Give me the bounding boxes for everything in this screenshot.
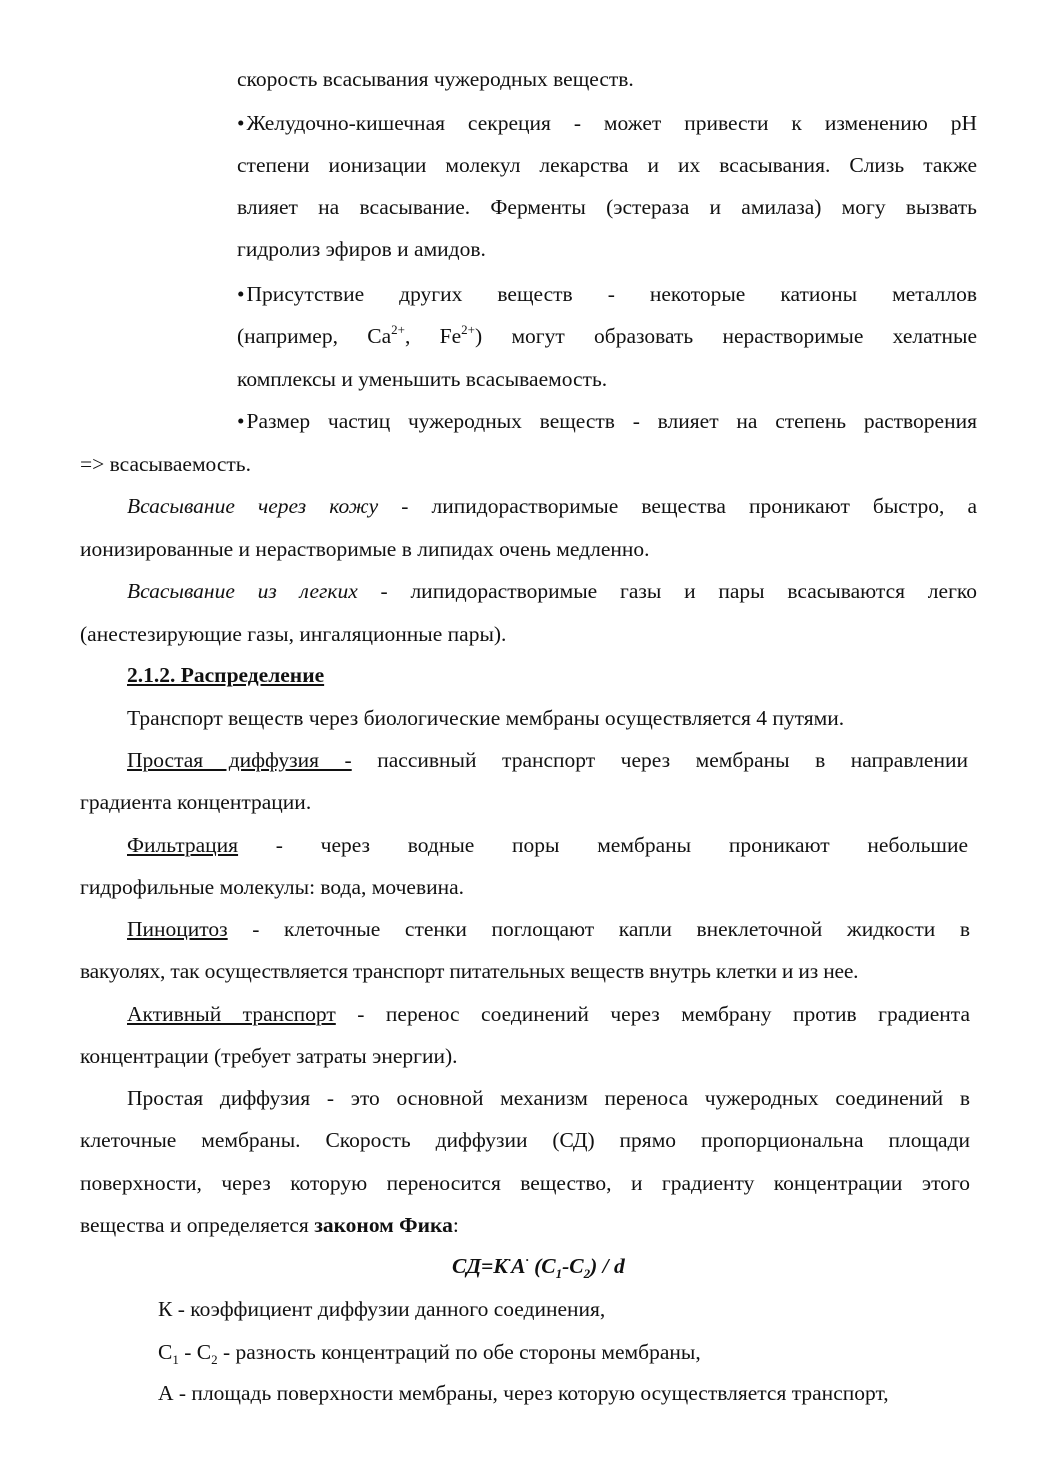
text: градиента концентрации. (80, 790, 312, 814)
text: (С (528, 1254, 556, 1278)
text-line (127, 578, 977, 604)
text-line (237, 66, 634, 92)
text: поверхности, через которую переносится вещество, и градиенту концентрации этого (80, 1171, 970, 1195)
text-line (80, 1043, 458, 1069)
text: клеточные мембраны. Скорость диффузии (СД) прямо пропорциональна площади (80, 1128, 970, 1152)
text-line (127, 832, 968, 858)
text-line (237, 194, 977, 220)
text-line (80, 1170, 970, 1196)
underlined-term: Фильтрация (127, 833, 239, 857)
text: ) могут образовать нерастворимые хелатные (475, 324, 978, 348)
text: ) / d (590, 1254, 625, 1278)
text-line (127, 747, 968, 773)
subscript: 1 (172, 1352, 179, 1367)
subscript: 1 (555, 1266, 563, 1281)
multiplication-dot: · (507, 1252, 512, 1267)
text-line (158, 1380, 889, 1406)
text: -С (562, 1254, 584, 1278)
text-line (237, 236, 486, 262)
text: (например, Ca (237, 324, 392, 348)
text: С (158, 1340, 173, 1364)
text: 2.1.2. Распределение (127, 663, 325, 687)
bullet-item (237, 110, 977, 136)
text: влияет на всасывание. Ферменты (эстераза и амилаза) могу вызвать (237, 195, 977, 219)
bold-term: законом Фика (314, 1213, 453, 1237)
text-line (127, 1001, 970, 1027)
text-line (127, 705, 844, 731)
text: А - площадь поверхности мембраны, через которую осуществляется транспорт, (158, 1381, 889, 1405)
text: пассивный транспорт через мембраны в направлении (351, 748, 968, 772)
text: Транспорт веществ через биологические мембраны осуществляется 4 путями. (127, 706, 845, 730)
bullet-icon: • (237, 111, 245, 135)
text: - липидорастворимые вещества проникают быстро, а (378, 494, 978, 518)
section-heading (127, 662, 324, 688)
text: А (511, 1254, 526, 1278)
text: концентрации (требует затраты энергии). (80, 1044, 458, 1068)
text-line (237, 366, 607, 392)
text: степени ионизации молекул лекарства и их всасывания. Слизь также (237, 153, 977, 177)
underlined-term: Простая диффузия - (127, 748, 352, 772)
underlined-term: Пиноцитоз (127, 917, 228, 941)
text: - перенос соединений через мембрану против градиента (335, 1002, 970, 1026)
text-line (127, 1085, 970, 1111)
superscript: 2+ (461, 322, 475, 337)
text: - липидорастворимые газы и пары всасываются легко (357, 579, 977, 603)
text-line (237, 323, 977, 349)
text: Размер частиц чужеродных веществ - влияет на степень растворения (246, 409, 977, 433)
superscript: 2+ (391, 322, 405, 337)
text: гидролиз эфиров и амидов. (237, 237, 486, 261)
text: скорость всасывания чужеродных веществ. (237, 67, 634, 91)
text: вакуолях, так осуществляется транспорт питательных веществ внутрь клетки и из нее. (80, 959, 859, 983)
text-line (237, 152, 977, 178)
text-line (80, 1127, 970, 1153)
text: Желудочно-кишечная секреция - может привести к изменению pH (246, 111, 977, 135)
text: => всасываемость. (80, 452, 251, 476)
text-line (127, 493, 977, 519)
text: (анестезирующие газы, ингаляционные пары). (80, 622, 507, 646)
fick-formula (452, 1253, 625, 1279)
text: СД=К (452, 1254, 508, 1278)
text-line (80, 874, 464, 900)
text: - через водные поры мембраны проникают небольшие (238, 833, 968, 857)
underlined-term: Активный транспорт (127, 1002, 336, 1026)
bullet-item (237, 408, 977, 434)
bullet-item (237, 281, 977, 307)
text-line (80, 1212, 459, 1238)
text: комплексы и уменьшить всасываемость. (237, 367, 608, 391)
italic-term: Всасывание из легких (127, 579, 358, 603)
text-line (80, 958, 858, 984)
text: - С (178, 1340, 212, 1364)
text-line (127, 916, 970, 942)
text: , Fe (404, 324, 462, 348)
text: ионизированные и нерастворимые в липидах очень медленно. (80, 537, 650, 561)
text: - клеточные стенки поглощают капли внеклеточной жидкости в (227, 917, 970, 941)
subscript: 2 (583, 1266, 591, 1281)
bullet-icon: • (237, 409, 245, 433)
text: Простая диффузия - это основной механизм переноса чужеродных соединений в (127, 1086, 970, 1110)
text-line (80, 536, 650, 562)
text-line (158, 1296, 605, 1322)
multiplication-dot: · (525, 1252, 529, 1267)
bullet-icon: • (237, 282, 245, 306)
text: К - коэффициент диффузии данного соединения, (158, 1297, 606, 1321)
text-line (158, 1339, 701, 1365)
text-line (80, 451, 251, 477)
text: вещества и определяется (80, 1213, 315, 1237)
text: - разность концентраций по обе стороны мембраны, (217, 1340, 701, 1364)
italic-term: Всасывание через кожу (127, 494, 379, 518)
text-line (80, 789, 311, 815)
text: Присутствие других веществ - некоторые катионы металлов (246, 282, 977, 306)
subscript: 2 (211, 1352, 218, 1367)
text-line (80, 621, 506, 647)
text: гидрофильные молекулы: вода, мочевина. (80, 875, 465, 899)
text: : (452, 1213, 459, 1237)
